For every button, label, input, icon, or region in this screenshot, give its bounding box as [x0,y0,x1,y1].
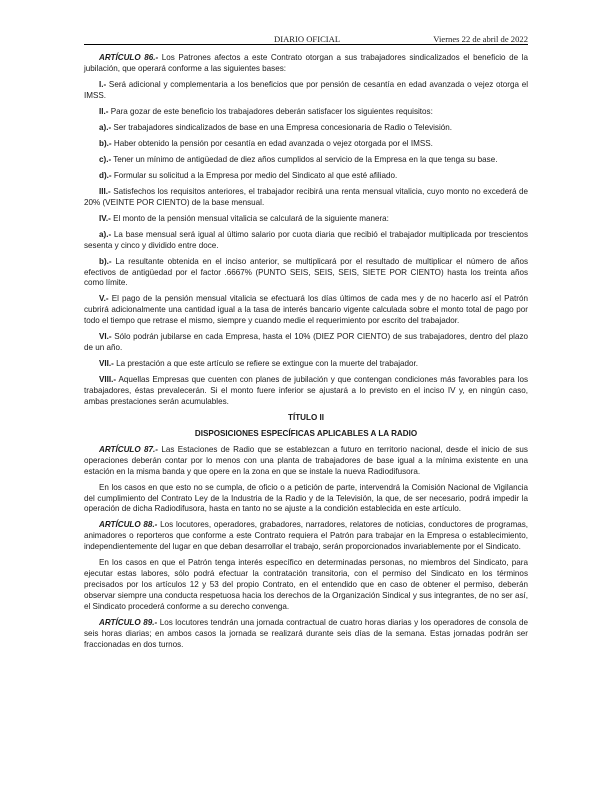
paragraph-text: Formular su solicitud a la Empresa por medio del Sindicato al que esté afiliado. [111,170,398,180]
paragraph-lead: II.- [99,106,109,116]
article-86-paragraph [84,257,528,290]
paragraph-text: Será adicional y complementaria a los beneficios que por pensión de cesantía en edad avanzada o vejez otorga el IMSS. [84,79,528,100]
paragraph-text: En los casos en que esto no se cumpla, de oficio o a petición de parte, intervendrá la Comisión Nacional de Vigilancia del cumplimiento del Contrato Ley de la Industria de la Radio y de la Televisión, la que, de ser necesario, podrá impedir la operación de dicha Radiodifusora, hasta en tanto no se ajuste a la condición establecida en este artículo. [84,482,528,514]
article-86-paragraph [84,123,528,134]
paragraph-text: La resultante obtenida en el inciso anterior, se multiplicará por el resultado de multiplicar el número de años efectivos de antigüedad por el factor .6667% (PUNTO SEIS, SEIS, SEIS, SIETE POR CIENTO) hasta los treinta años como límite. [84,256,528,288]
paragraph-text: Las Estaciones de Radio que se establezcan a futuro en territorio nacional, desde el inicio de sus operaciones deberán contar por lo menos con una planta de trabajadores de base igual a la mínima existente en una estación en la misma banda y que opere en la zona en que se instale la nueva Radiodifusora. [84,444,528,476]
radio-article-paragraph [84,558,528,613]
article-86-paragraph [84,107,528,118]
paragraph-text: Tener un mínimo de antigüedad de diez años cumplidos al servicio de la Empresa en la que tenga su base. [111,154,498,164]
paragraph-lead: I.- [99,79,107,89]
paragraph-text: Los locutores tendrán una jornada contractual de cuatro horas diarias y los operadores de consola de seis horas diarias; en ambos casos la jornada se realizará durante seis días de la semana. Estas jornadas podrán ser fraccionadas en dos turnos. [84,617,528,649]
article-86-paragraph [84,332,528,354]
paragraph-text: Los Patrones afectos a este Contrato otorgan a sus trabajadores sindicalizados el beneficio de la jubilación, que operará conforme a las siguientes bases: [84,53,528,73]
document-page [84,34,528,656]
paragraph-lead: VI.- [99,332,112,342]
journal-name: DIARIO OFICIAL [274,34,341,44]
section-subtitle: DISPOSICIONES ESPECÍFICAS APLICABLES A LA RADIO [194,428,418,438]
paragraph-text: La base mensual será igual al último salario por cuota diaria que recibió el trabajador multiplicada por trescientos sesenta y cinco y dividido entre doce. [84,229,528,250]
paragraph-lead: ARTÍCULO 89.- [99,617,158,627]
paragraph-lead: V.- [99,294,109,304]
paragraph-lead: IV.- [99,213,111,223]
paragraph-text: Aquellas Empresas que cuenten con planes de jubilación y que contengan condiciones más favorables para los trabajadores, éstas prevalecerán. Si el monto fuere inferior se ajustará a lo previsto en el inciso IV y, en ningún caso, ambas prestaciones serán acumulables. [84,375,528,406]
section-title: TÍTULO II [288,412,324,422]
paragraph-text: Satisfechos los requisitos anteriores, el trabajador recibirá una renta mensual vitalicia, cuyo monto no excederá de 20% (VEINTE POR CIENTO) de la base mensual. [84,186,528,207]
paragraph-lead: b).- [99,138,112,148]
paragraph-text: En los casos en que el Patrón tenga interés específico en determinadas personas, no miembros del Sindicato, para ejecutar estas labores, sólo podrá efectuar la contratación transitoria, con el permiso del Sindicato en los términos precisados por los artículos 12 y 53 del propio Contrato, en el entendido que en caso de obtener el permiso, deberán observar siempre una conducta respetuosa hacia los derechos de la Organización Sindical y sus integrantes, de no ser así, el Sindicato procederá conforme a su derecho convenga. [84,558,528,611]
paragraph-text: El pago de la pensión mensual vitalicia se efectuará los días últimos de cada mes y de no hacerlo así el Patrón cubrirá adicionalmente una cantidad igual a la tasa de interés bancario vigente calculada sobre el monto total de pago por todo el tiempo que retrase el mismo, siempre y cuando medie el requerimiento por escrito del trabajador. [84,294,528,326]
paragraph-lead: ARTÍCULO 86.- [99,53,159,62]
radio-article-paragraph [84,445,528,478]
paragraph-text: La prestación a que este artículo se refiere se extingue con la muerte del trabajador. [113,359,418,369]
paragraph-text: Sólo podrán jubilarse en cada Empresa, hasta el 10% (DIEZ POR CIENTO) de sus trabajadores, dentro del plazo de un año. [84,332,528,353]
paragraph-lead: III.- [99,186,111,196]
paragraph-lead: VII.- [99,359,114,369]
paragraph-text: Para gozar de este beneficio los trabajadores deberán satisfacer los siguientes requisitos: [108,106,433,116]
paragraph-text: Los locutores, operadores, grabadores, narradores, relatores de noticias, conductores de programas, animadores o reporteros que conforme a este Contrato requiera el Patrón para trabajar en la Empresa o establecimiento, independientemente del lugar en que deban desarrollar el trabajo, serán proporcionados invariablemente por el Sindicato. [84,520,528,552]
article-86-paragraph [84,230,528,252]
paragraph-lead: a).- [99,229,112,239]
article-86-paragraph [84,171,528,182]
article-86-paragraph [84,359,528,370]
article-86-paragraph [84,53,528,75]
paragraph-lead: VIII.- [99,375,117,385]
paragraph-text: El monto de la pensión mensual vitalicia se calculará de la siguiente manera: [110,213,389,223]
radio-article-paragraph [84,520,528,553]
paragraph-lead: d).- [99,170,112,180]
issue-date: Viernes 22 de abril de 2022 [433,34,528,44]
article-86-paragraph [84,294,528,327]
paragraph-lead: ARTÍCULO 87.- [99,444,158,454]
article-86-paragraph [84,139,528,150]
paragraph-lead: b).- [99,256,112,266]
article-86-paragraph [84,375,528,408]
paragraph-text: Haber obtenido la pensión por cesantía en edad avanzada o vejez otorgada por el IMSS. [111,138,433,148]
radio-articles-block [84,445,528,651]
article-86-paragraph [84,187,528,209]
article-86-paragraph [84,214,528,225]
article-86-block [84,53,528,408]
paragraph-text: Ser trabajadores sindicalizados de base en una Empresa concesionaria de Radio o Televisión. [111,122,453,132]
article-86-paragraph [84,80,528,102]
page-header [84,34,528,45]
radio-article-paragraph [84,618,528,651]
article-86-paragraph [84,155,528,166]
paragraph-lead: c).- [99,154,112,164]
radio-article-paragraph [84,483,528,516]
paragraph-lead: a).- [99,122,112,132]
paragraph-lead: ARTÍCULO 88.- [99,520,158,530]
